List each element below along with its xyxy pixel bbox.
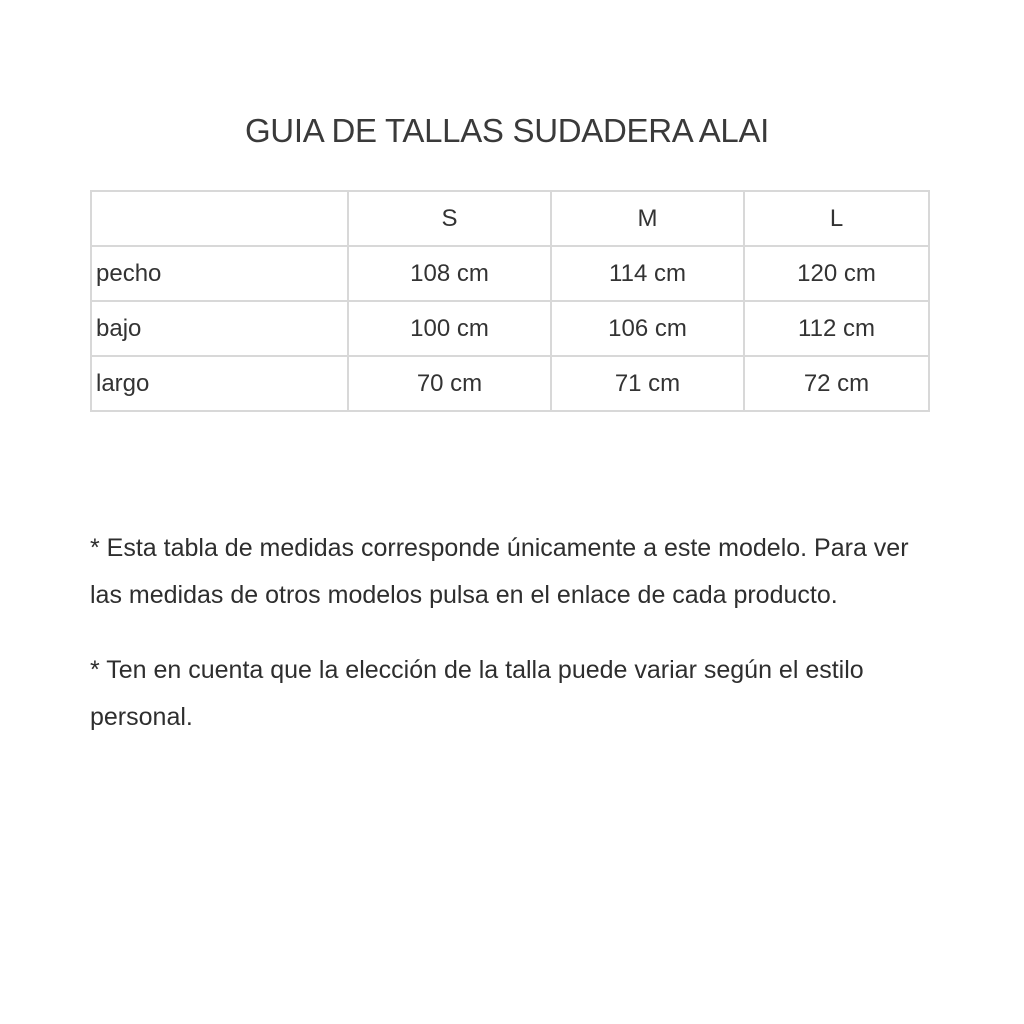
row-label-largo: largo xyxy=(91,356,348,411)
table-row xyxy=(91,246,929,301)
table-header-row xyxy=(91,191,929,246)
table-row xyxy=(91,356,929,411)
table-cell: 100 cm xyxy=(348,301,551,356)
page-title: GUIA DE TALLAS SUDADERA ALAI xyxy=(244,112,770,149)
table-cell: 114 cm xyxy=(551,246,744,301)
table-row xyxy=(91,301,929,356)
row-label-bajo: bajo xyxy=(91,301,348,356)
table-corner-cell xyxy=(91,191,348,246)
size-header-m: M xyxy=(551,191,744,246)
note-personal-style: * Ten en cuenta que la elección de la talla puede variar según el estilo personal. xyxy=(90,656,864,731)
size-header-l: L xyxy=(744,191,929,246)
row-label-pecho: pecho xyxy=(91,246,348,301)
notes-section xyxy=(90,525,940,769)
table-cell: 112 cm xyxy=(744,301,929,356)
table-cell: 108 cm xyxy=(348,246,551,301)
size-table xyxy=(90,190,930,412)
table-cell: 71 cm xyxy=(551,356,744,411)
table-cell: 72 cm xyxy=(744,356,929,411)
table-cell: 70 cm xyxy=(348,356,551,411)
size-header-s: S xyxy=(348,191,551,246)
table-cell: 120 cm xyxy=(744,246,929,301)
note-model-specific: * Esta tabla de medidas corresponde únicamente a este modelo. Para ver las medidas de otros modelos pulsa en el enlace de cada producto. xyxy=(90,534,909,609)
table-cell: 106 cm xyxy=(551,301,744,356)
